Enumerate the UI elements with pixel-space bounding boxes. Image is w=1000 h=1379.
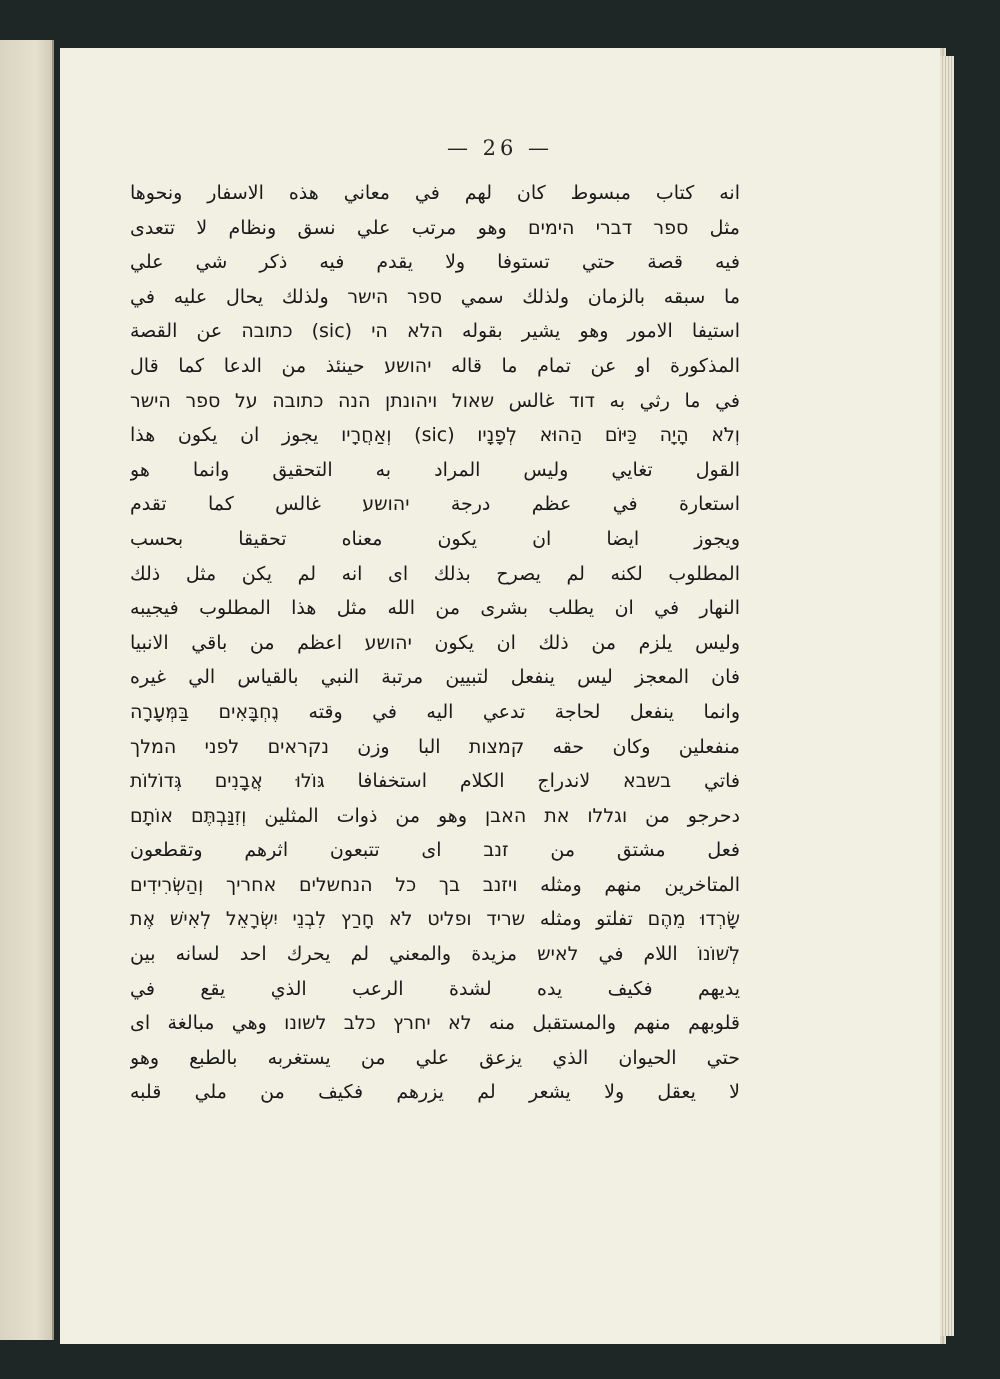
text-line: וְלֹא הָיָה כַּיּוֹם הַהוּא לְפָנָיו (sic) וְאַחֲרָיו يجوز ان يكون هذا [130, 424, 740, 447]
page-number: — 26 — [446, 136, 554, 160]
text-line: يديهم فكيف يده لشدة الرعب الذي يقع في [130, 977, 740, 1000]
text-line: ما سبقه بالزمان ولذلك سمي ספר הישר ولذلك يحال عليه في [130, 285, 740, 308]
text-line: منفعلين وكان حقه קמצות البا وزن נקראים לפני המלך [130, 735, 740, 758]
text-line: وليس يلزم من ذلك ان يكون יהושע اعظم من باقي الانبيا [130, 631, 740, 654]
text-line: وانما ينفعل لحاجة تدعي اليه في وقته נֶחְבָּאִים בַּמְּעָרָה [130, 700, 740, 723]
text-line: انه كتاب مبسوط كان لهم في معاني هذه الاسفار ونحوها [130, 182, 740, 204]
text-line: לְשׁוֹנוֹ اللام في לאיש مزيدة والمعني لم يحرك احد لسانه بين [130, 943, 740, 966]
text-line: القول تغايي وليس المراد به التحقيق وانما هو [130, 458, 740, 481]
page-stack-edge [940, 56, 954, 1336]
text-line: المتاخرين منهم ومثله ויזנב בך כל הנחשלים אחריך וְהַשְּׂרִידִים [130, 873, 740, 896]
text-line: المذكورة او عن تمام ما قاله יהושע حينئذ من الدعا كما قال [130, 354, 740, 377]
text-line: دحرجو من וגללו את האבן وهو من ذوات المثلين וְזִנַּבְתֶּם אוֹתָם [130, 804, 740, 827]
text-line: قلوبهم منهم والمستقبل منه לא יחרץ כלב לשונו وهي مبالغة اى [130, 1012, 740, 1035]
text-line: حتي الحيوان الذي يزعق علي من يستغربه بالطبع وهو [130, 1046, 740, 1069]
text-line: فعل مشتق من זנב اى تتبعون اثرهم وتقطعون [130, 839, 740, 862]
text-line: استيفا الامور وهو يشير بقوله הלא הי (sic) כתובה عن القصة [130, 320, 740, 343]
text-line: استعارة في عظم درجة יהושע غالس كما تقدم [130, 493, 740, 516]
text-body [130, 176, 740, 1110]
facing-page-edge [0, 40, 54, 1340]
text-line: المطلوب لكنه لم يصرح بذلك اى انه لم يكن مثل ذلك [130, 562, 740, 585]
text-line: النهار في ان يطلب بشرى من الله مثل هذا المطلوب فيجيبه [130, 597, 740, 620]
text-line: فان المعجز ليس ينفعل لتبيين مرتبة النبي بالقياس الي غيره [130, 666, 740, 689]
text-line: שָׂרְדוּ מֵהֶם تفلتو ومثله שריד ופליט לֹא חָרַץ לִבְנֵי יִשְׂרָאֵל לְאִישׁ אֶת [130, 908, 740, 931]
text-line: لا يعقل ولا يشعر لم يزرهم فكيف من ملي قلبه [130, 1081, 740, 1104]
text-line: ويجوز ايضا ان يكون معناه تحقيقا بحسب [130, 527, 740, 550]
text-line: فيه قصة حتي تستوفا ولا يقدم فيه ذكر شي علي [130, 251, 740, 274]
text-line: فاتي בשבא لاندراج الكلام استخفافا גּוֹלוּ אֲבָנִים גְּדוֹלוֹת [130, 770, 740, 793]
text-line: في ما رثي به דוד غالس שאול ויהונתן הנה כתובה על ספר הישר [130, 389, 740, 412]
text-line: مثل ספר דברי הימים وهو مرتب علي نسق ونظام لا تتعدى [130, 216, 740, 239]
